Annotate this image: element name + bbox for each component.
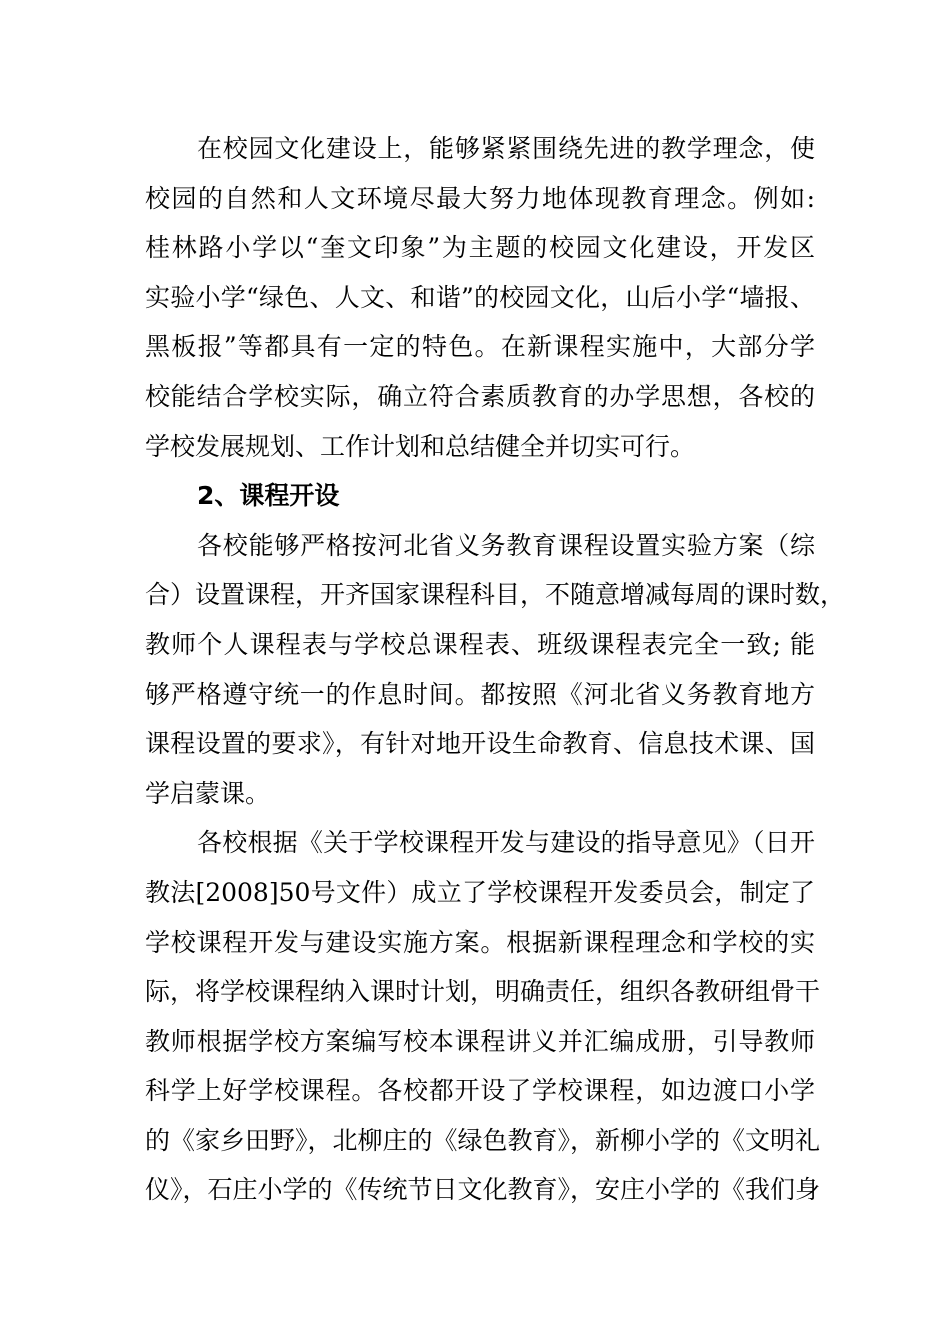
paragraph-1-line-1: 在校园文化建设上，能够紧紧围绕先进的教学理念，使 xyxy=(197,134,815,163)
paragraph-2-line-5: 课程设置的要求》，有针对地开设生命教育、信息技术课、国 xyxy=(145,729,815,759)
paragraph-2-line-2: 合）设置课程，开齐国家课程科目，不随意增减每周的课时数， xyxy=(145,580,846,610)
document-body xyxy=(145,124,846,1215)
paragraph-1-line-5: 黑板报”等都具有一定的特色。在新课程实施中，大部分学 xyxy=(145,332,815,362)
paragraph-3-line-7: 的《家乡田野》，北柳庄的《绿色教育》，新柳小学的《文明礼 xyxy=(145,1125,821,1155)
paragraph-1-line-6: 校能结合学校实际，确立符合素质教育的办学思想，各校的 xyxy=(145,381,815,411)
paragraph-3-line-1: 各校根据《关于学校课程开发与建设的指导意见》（日开 xyxy=(197,828,815,858)
paragraph-1-line-3: 桂林路小学以“奎文印象”为主题的校园文化建设，开发区 xyxy=(145,233,815,263)
paragraph-3-line-3: 学校课程开发与建设实施方案。根据新课程理念和学校的实 xyxy=(145,927,815,957)
paragraph-3-line-4: 际，将学校课程纳入课时计划，明确责任，组织各教研组骨干 xyxy=(145,977,821,1007)
section-heading: 2、课程开设 xyxy=(197,481,340,511)
paragraph-2-line-4: 够严格遵守统一的作息时间。都按照《河北省义务教育地方 xyxy=(145,679,815,709)
paragraph-1-line-4: 实验小学“绿色、人文、和谐”的校园文化，山后小学“墙报、 xyxy=(145,282,815,312)
paragraph-3-line-2: 教法[2008]50号文件）成立了学校课程开发委员会，制定了 xyxy=(145,877,815,907)
paragraph-3-line-5: 教师根据学校方案编写校本课程讲义并汇编成册，引导教师 xyxy=(145,1026,815,1056)
paragraph-2-line-3: 教师个人课程表与学校总课程表、班级课程表完全一致; 能 xyxy=(145,629,815,659)
paragraph-3-line-6: 科学上好学校课程。各校都开设了学校课程，如边渡口小学 xyxy=(145,1076,815,1106)
paragraph-2-line-1: 各校能够严格按河北省义务教育课程设置实验方案（综 xyxy=(197,530,815,560)
paragraph-3-line-8: 仪》，石庄小学的《传统节日文化教育》，安庄小学的《我们身 xyxy=(145,1175,821,1205)
paragraph-2-line-6: 学启蒙课。 xyxy=(145,778,271,808)
paragraph-1-line-7: 学校发展规划、工作计划和总结健全并切实可行。 xyxy=(145,431,696,461)
paragraph-1-line-2: 校园的自然和人文环境尽最大努力地体现教育理念。例如: xyxy=(145,183,815,213)
